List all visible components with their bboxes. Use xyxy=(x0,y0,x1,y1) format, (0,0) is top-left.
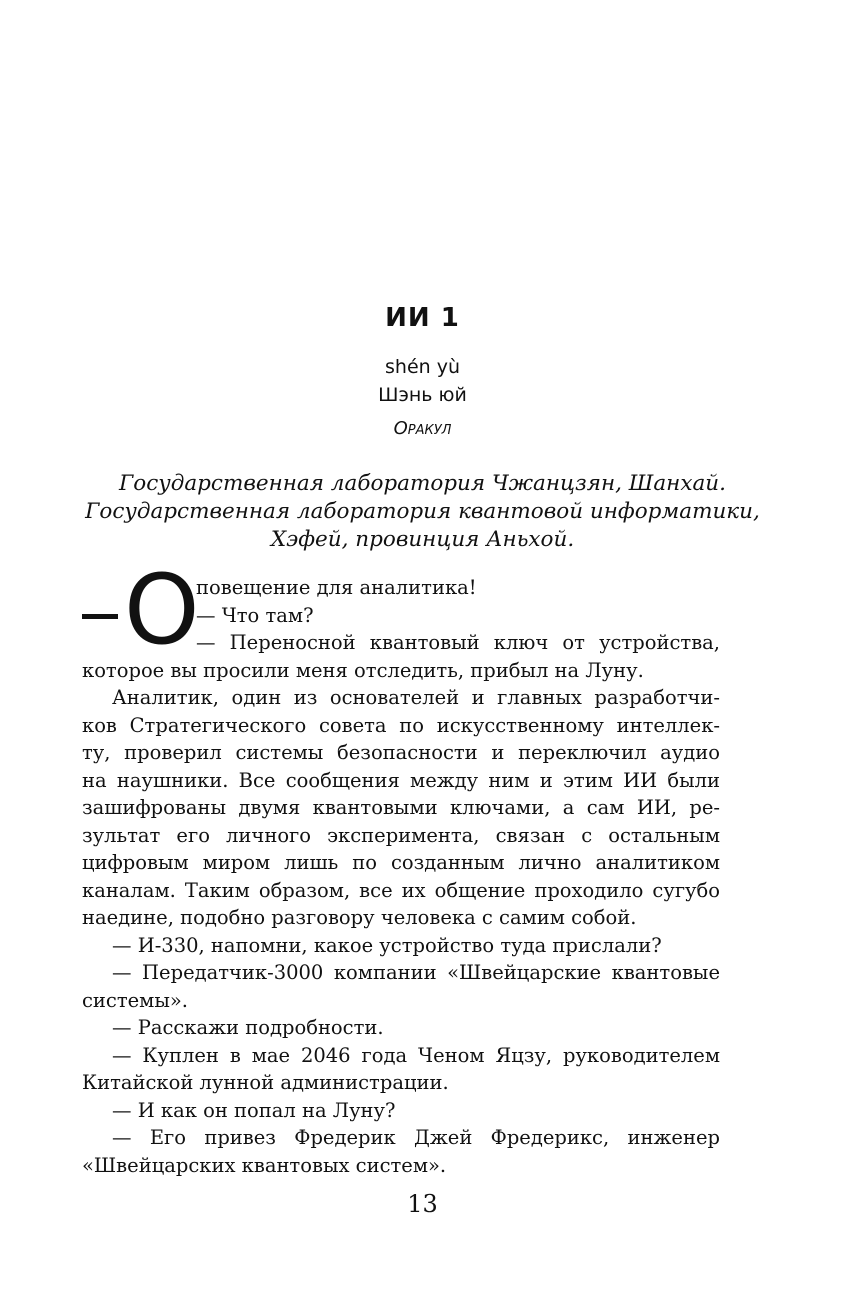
text-line: зашифрованы двумя квантовыми ключами, а сам ИИ, ре- xyxy=(82,796,720,819)
location-line: Хэфей, провинция Аньхой. xyxy=(270,527,575,552)
chapter-title: ИИ 1 xyxy=(385,303,460,333)
location-epigraph xyxy=(60,470,785,554)
text-line: — Расскажи подробности. xyxy=(112,1016,384,1039)
location-line: Государственная лаборатория Чжанцзян, Шанхай. xyxy=(119,471,726,496)
text-line: Китайской лунной администрации. xyxy=(82,1071,449,1094)
text-line: на наушники. Все сообщения между ним и этим ИИ были xyxy=(82,768,720,792)
text-line: Аналитик, один из основателей и главных разработчи- xyxy=(112,686,720,709)
location-line: Государственная лаборатория квантовой информатики, xyxy=(85,499,760,524)
chapter-subtitle: Оракул xyxy=(393,418,452,439)
text-line: ков Стратегического совета по искусственному интеллек- xyxy=(82,713,720,737)
chapter-pinyin: shén yù xyxy=(385,356,460,378)
text-line: — Его привез Фредерик Джей Фредерикс, инженер xyxy=(112,1126,720,1149)
text-line: которое вы просили меня отследить, прибыл на Луну. xyxy=(82,658,644,682)
text-line: наедине, подобно разговору человека с самим собой. xyxy=(82,906,637,929)
dropcap-lines xyxy=(196,574,720,657)
text-line: цифровым миром лишь по созданным лично аналитиком xyxy=(82,851,720,874)
page-number: 13 xyxy=(407,1190,438,1218)
text-line: — Что там? xyxy=(196,603,314,627)
text-line: — И-330, напомни, какое устройство туда прислали? xyxy=(112,933,662,957)
dropcap-dash xyxy=(82,614,118,619)
text-line: — Передатчик-3000 компании «Швейцарские квантовые xyxy=(112,961,720,984)
text-line: — Куплен в мае 2046 года Ченом Яцзу, руководителем xyxy=(112,1043,720,1067)
text-line: ту, проверил системы безопасности и переключил аудио xyxy=(82,741,720,764)
dropcap-letter: О xyxy=(124,554,200,666)
text-line: — Переносной квантовый ключ от устройства, xyxy=(196,631,720,654)
text-line: системы». xyxy=(82,988,188,1012)
text-line: «Швейцарских квантовых систем». xyxy=(82,1153,447,1177)
text-line: зультат его личного эксперимента, связан с остальным xyxy=(82,823,720,847)
dropcap-block xyxy=(82,554,720,666)
text-line: повещение для аналитика! xyxy=(196,576,477,599)
text-line: каналам. Таким образом, все их общение проходило сугубо xyxy=(82,878,720,902)
text-line: — И как он попал на Луну? xyxy=(112,1098,396,1122)
body-text xyxy=(82,554,720,1179)
chapter-transliteration: Шэнь юй xyxy=(378,384,467,406)
